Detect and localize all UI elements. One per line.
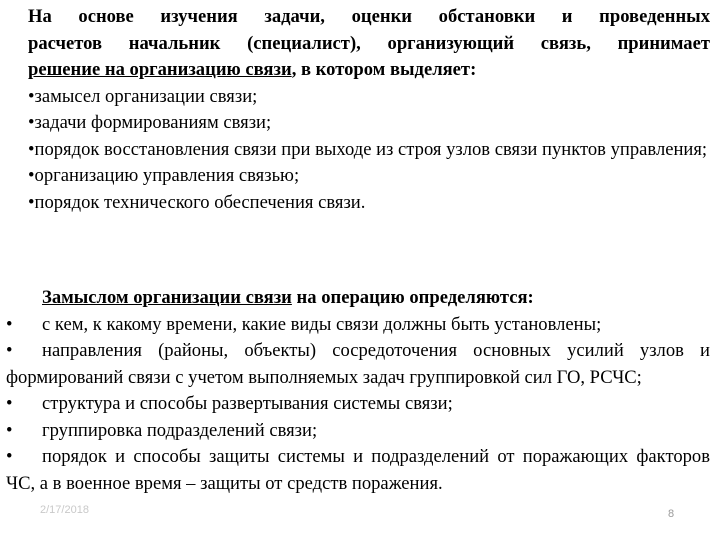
- decision-item: [28, 110, 710, 137]
- decision-item-text: порядок технического обеспечения связи.: [34, 191, 366, 213]
- footer-date: 2/17/2018: [40, 504, 89, 516]
- bullet-icon: •: [6, 419, 13, 441]
- decision-item-text: организацию управления связью;: [34, 165, 300, 186]
- concept-item: [6, 312, 710, 339]
- bullet-icon: •: [6, 393, 13, 414]
- bullet-icon: •: [28, 138, 35, 160]
- concept-item-text: структура и способы развертывания системы связи;: [42, 393, 453, 414]
- concept-heading: [6, 285, 710, 312]
- bullet-icon: •: [6, 313, 13, 335]
- intro-line-1: На основе изучения задачи, оценки обстановки и проведенных: [28, 6, 710, 27]
- intro-line-3: [28, 57, 710, 84]
- bullet-icon: •: [6, 446, 13, 467]
- bullet-icon: •: [28, 112, 35, 133]
- intro-line-3-rest: , в котором выделяет:: [291, 59, 477, 80]
- decision-item-text: порядок восстановления связи при выходе из строя узлов связи пунктов управления;: [34, 138, 708, 160]
- intro-line-2: расчетов начальник (специалист), организующий связь, принимает: [28, 32, 710, 54]
- concept-section: [6, 285, 710, 497]
- decision-item: [28, 190, 710, 217]
- concept-item: [6, 418, 710, 445]
- bullet-icon: •: [28, 165, 35, 186]
- bullet-icon: •: [6, 340, 13, 361]
- decision-item: [28, 137, 710, 164]
- concept-heading-rest: на операцию определяются:: [291, 287, 534, 308]
- decision-term: решение на организацию связи: [28, 59, 292, 80]
- concept-item: [6, 338, 710, 391]
- concept-term: Замыслом организации связи: [42, 287, 292, 308]
- decision-item: [28, 163, 710, 190]
- concept-item-text: группировка подразделений связи;: [42, 419, 318, 441]
- bullet-icon: •: [28, 191, 35, 213]
- concept-item: [6, 444, 710, 497]
- decision-section: [28, 4, 710, 216]
- decision-item: [28, 84, 710, 111]
- page-number: 8: [668, 508, 675, 520]
- concept-item-text: с кем, к какому времени, какие виды связи должны быть установлены;: [42, 313, 602, 335]
- decision-item-text: замысел организации связи;: [34, 85, 258, 107]
- decision-item-text: задачи формированиям связи;: [34, 112, 272, 133]
- concept-item-text: порядок и способы защиты системы и подразделений от поражающих факторов ЧС, а в военное время – защиты от средств поражения.: [6, 446, 710, 494]
- intro-paragraph: [28, 4, 710, 84]
- concept-item-text: направления (районы, объекты) сосредоточения основных усилий узлов и формирований связи с учетом выполняемых задач группировкой сил ГО, РСЧС;: [6, 340, 710, 388]
- bullet-icon: •: [28, 85, 35, 107]
- concept-item: [6, 391, 710, 418]
